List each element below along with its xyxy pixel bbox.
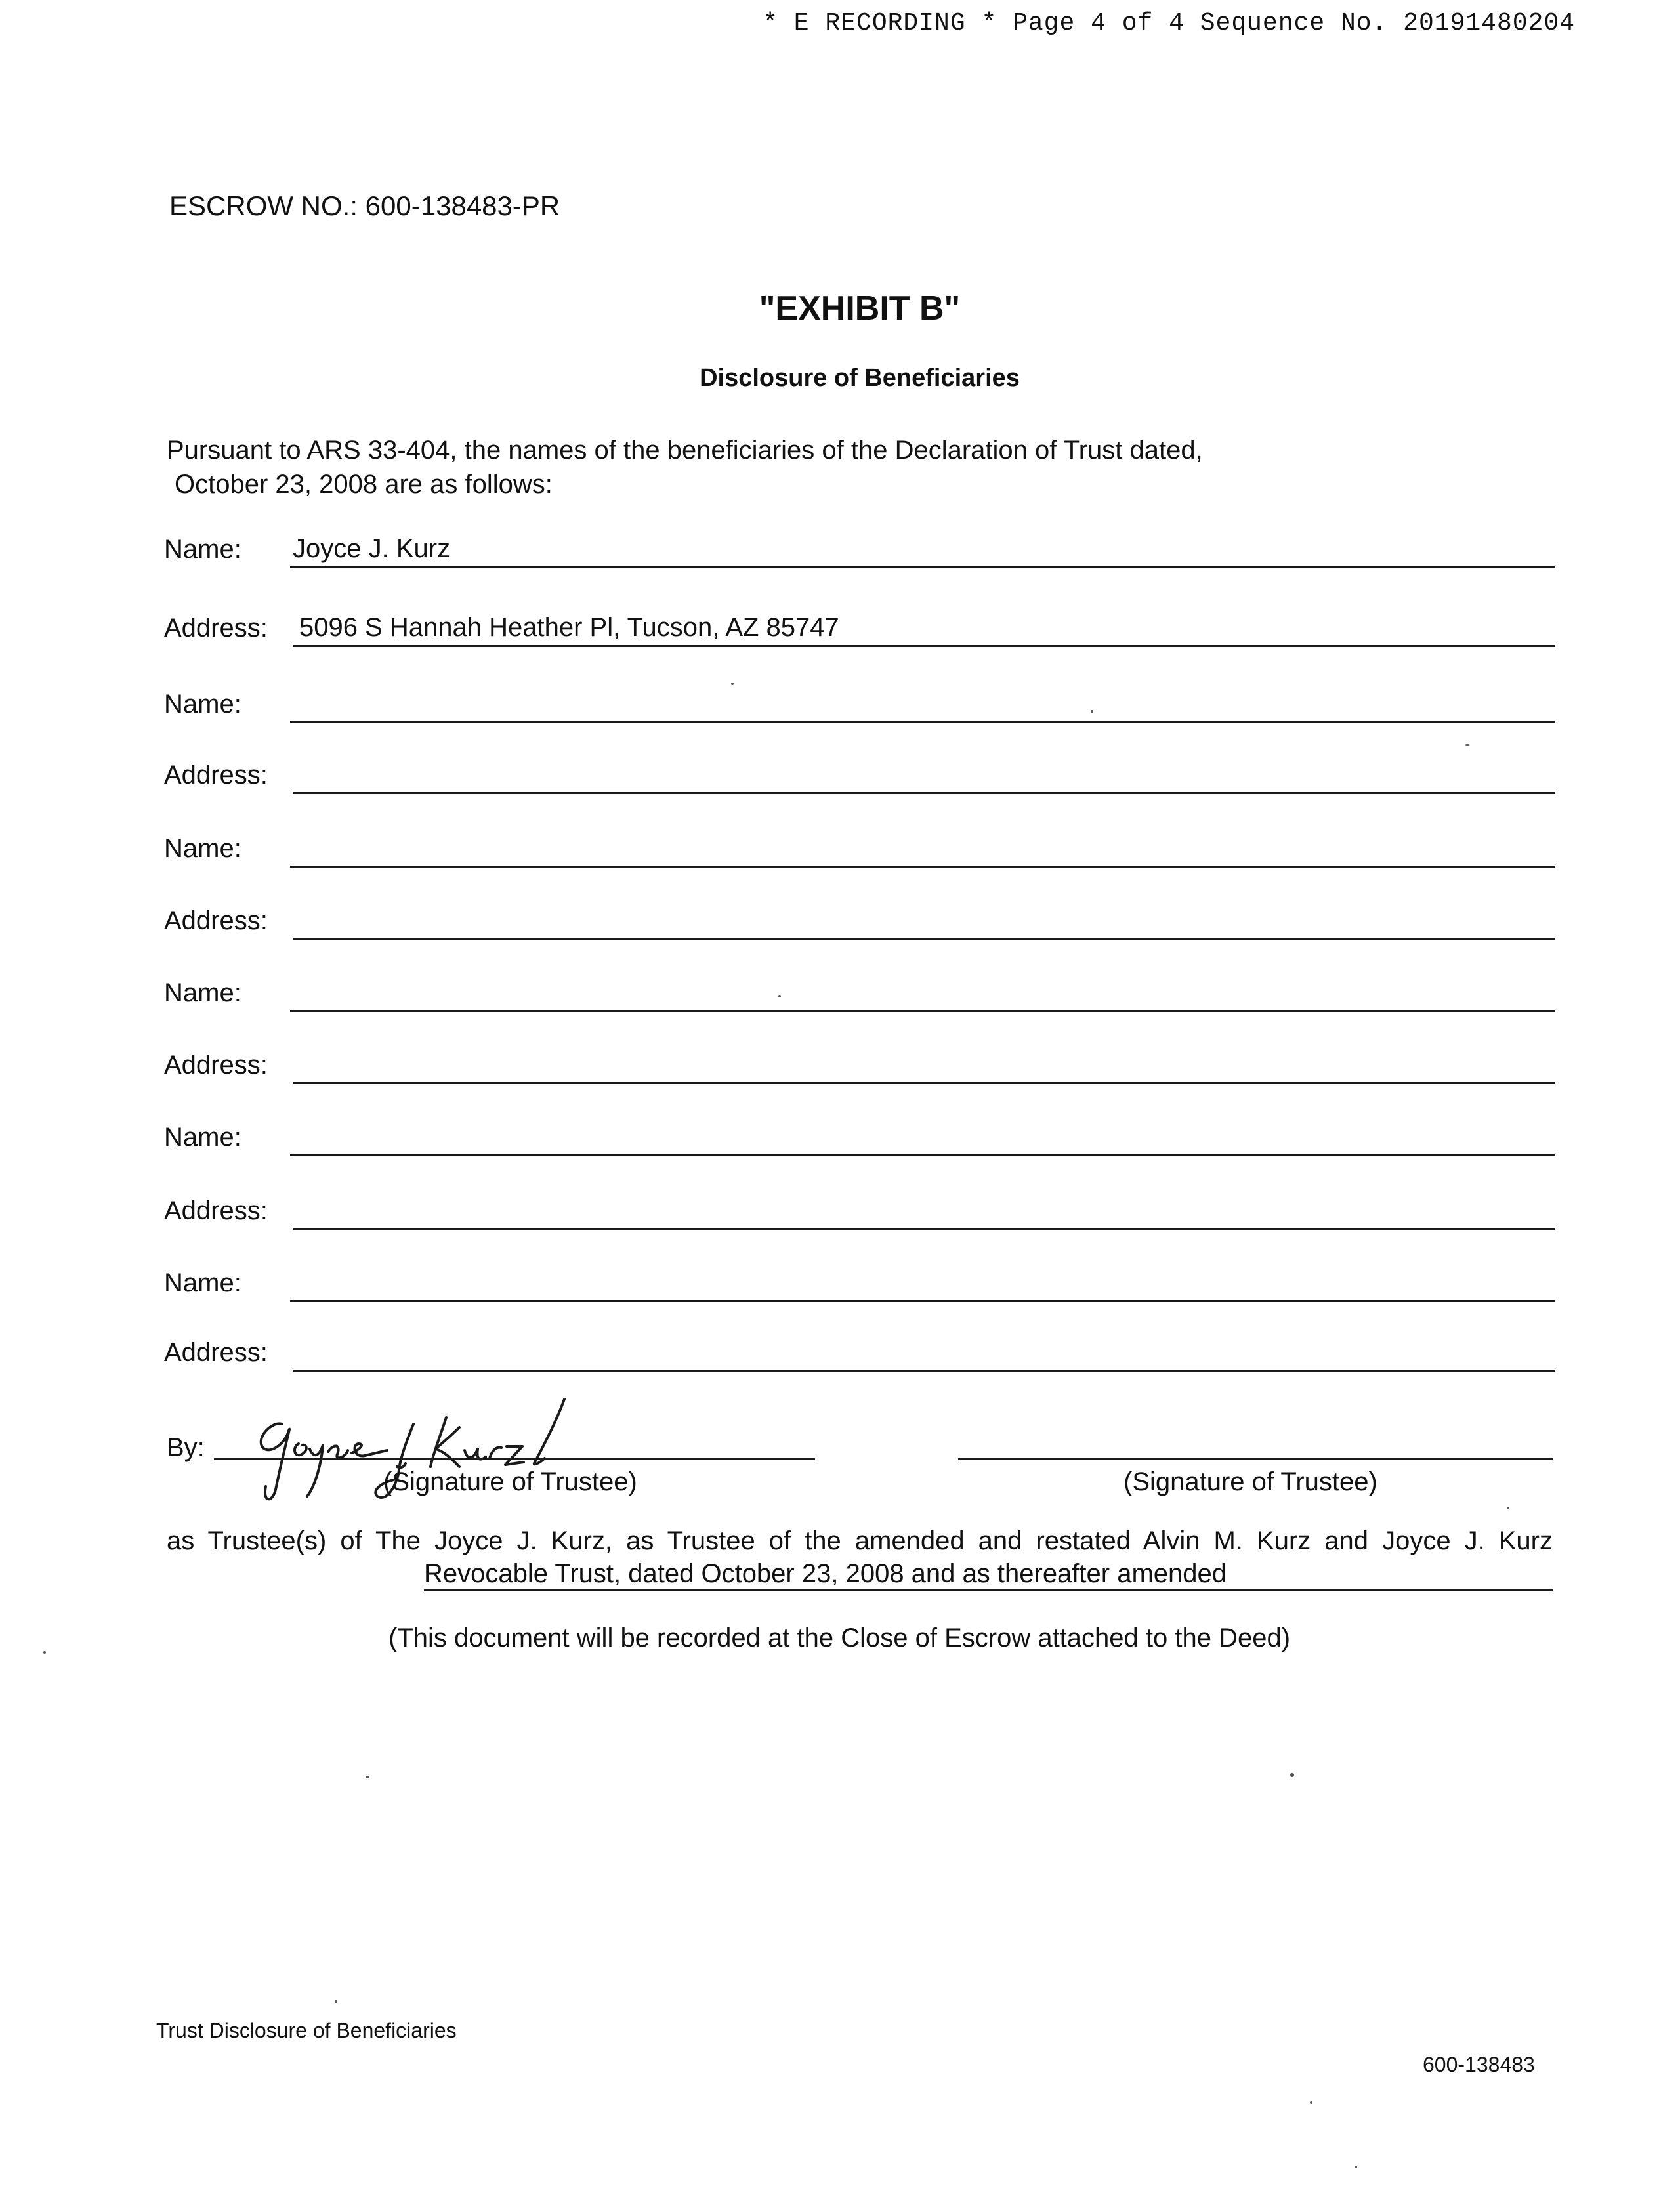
address-label: Address: <box>164 614 268 642</box>
beneficiary-5-address-field <box>293 1191 1555 1230</box>
trustee-statement-underline <box>424 1589 1553 1591</box>
scan-speck <box>778 995 781 998</box>
escrow-number: ESCROW NO.: 600-138483-PR <box>169 190 560 221</box>
beneficiary-6-name-field <box>290 1263 1555 1302</box>
exhibit-title: "EXHIBIT B" <box>759 289 961 327</box>
intro-line-2: October 23, 2008 are as follows: <box>175 470 553 499</box>
beneficiary-4-address-row <box>164 1045 1555 1084</box>
beneficiary-1-name-field <box>290 530 1555 568</box>
beneficiary-6-address-row <box>164 1332 1555 1372</box>
intro-line-1: Pursuant to ARS 33-404, the names of the beneficiaries of the Declaration of Trust dated, <box>167 436 1203 465</box>
address-label: Address: <box>164 1338 268 1367</box>
beneficiary-3-name-row <box>164 828 1555 868</box>
scan-speck <box>335 2000 337 2003</box>
name-label: Name: <box>164 690 242 719</box>
scan-speck <box>1354 2166 1357 2168</box>
beneficiary-5-address-row <box>164 1190 1555 1230</box>
name-label: Name: <box>164 1269 242 1297</box>
name-label: Name: <box>164 1123 242 1152</box>
beneficiary-5-name-field <box>290 1118 1555 1156</box>
beneficiary-4-name-field <box>290 973 1555 1012</box>
signature-caption-1: (Signature of Trustee) <box>383 1467 637 1496</box>
trustee-statement-line-1: as Trustee(s) of The Joyce J. Kurz, as Trustee of the amended and restated Alvin M. Kurz and Joyce J. Kurz <box>167 1526 1553 1555</box>
signature-line-2 <box>958 1458 1553 1460</box>
beneficiary-5-name-row <box>164 1117 1555 1156</box>
name-label: Name: <box>164 834 242 863</box>
beneficiary-3-address-row <box>164 900 1555 940</box>
scan-speck <box>1091 710 1093 713</box>
beneficiary-6-address-field <box>293 1333 1555 1372</box>
scan-speck <box>1290 1773 1294 1777</box>
beneficiary-1-name-row <box>164 529 1555 568</box>
beneficiary-2-address-row <box>164 755 1555 794</box>
beneficiary-6-name-row <box>164 1263 1555 1302</box>
trustee-statement-line-2: Revocable Trust, dated October 23, 2008 and as thereafter amended <box>424 1559 1227 1588</box>
by-label: By: <box>167 1433 205 1462</box>
name-label: Name: <box>164 978 242 1007</box>
address-label: Address: <box>164 1196 268 1225</box>
beneficiary-1-name: Joyce J. Kurz <box>293 534 451 563</box>
beneficiary-2-name-row <box>164 684 1555 723</box>
beneficiary-1-address-field <box>293 608 1555 647</box>
beneficiary-1-address-row <box>164 608 1555 647</box>
address-label: Address: <box>164 1051 268 1080</box>
exhibit-subtitle: Disclosure of Beneficiaries <box>700 364 1020 392</box>
signature-caption-2: (Signature of Trustee) <box>1124 1467 1377 1496</box>
beneficiary-2-name-field <box>290 684 1555 723</box>
beneficiary-4-address-field <box>293 1045 1555 1084</box>
recording-stamp: * E RECORDING * Page 4 of 4 Sequence No. 20191480204 <box>763 9 1575 37</box>
beneficiary-3-name-field <box>290 829 1555 868</box>
scan-speck <box>1507 1507 1509 1509</box>
beneficiary-2-address-field <box>293 755 1555 794</box>
beneficiary-3-address-field <box>293 901 1555 940</box>
address-label: Address: <box>164 906 268 935</box>
scan-speck <box>43 1651 46 1654</box>
footer-document-title: Trust Disclosure of Beneficiaries <box>156 2019 457 2042</box>
scan-speck <box>731 682 734 685</box>
scan-speck <box>1465 744 1470 746</box>
beneficiary-4-name-row <box>164 973 1555 1012</box>
scan-speck <box>366 1776 369 1778</box>
address-label: Address: <box>164 761 268 789</box>
scan-speck <box>1310 2101 1312 2104</box>
name-label: Name: <box>164 535 242 564</box>
intro-paragraph <box>167 433 1610 501</box>
beneficiary-1-address: 5096 S Hannah Heather Pl, Tucson, AZ 85747 <box>299 613 839 642</box>
recording-note: (This document will be recorded at the Close of Escrow attached to the Deed) <box>388 1624 1291 1652</box>
footer-escrow-number: 600-138483 <box>1423 2053 1535 2076</box>
